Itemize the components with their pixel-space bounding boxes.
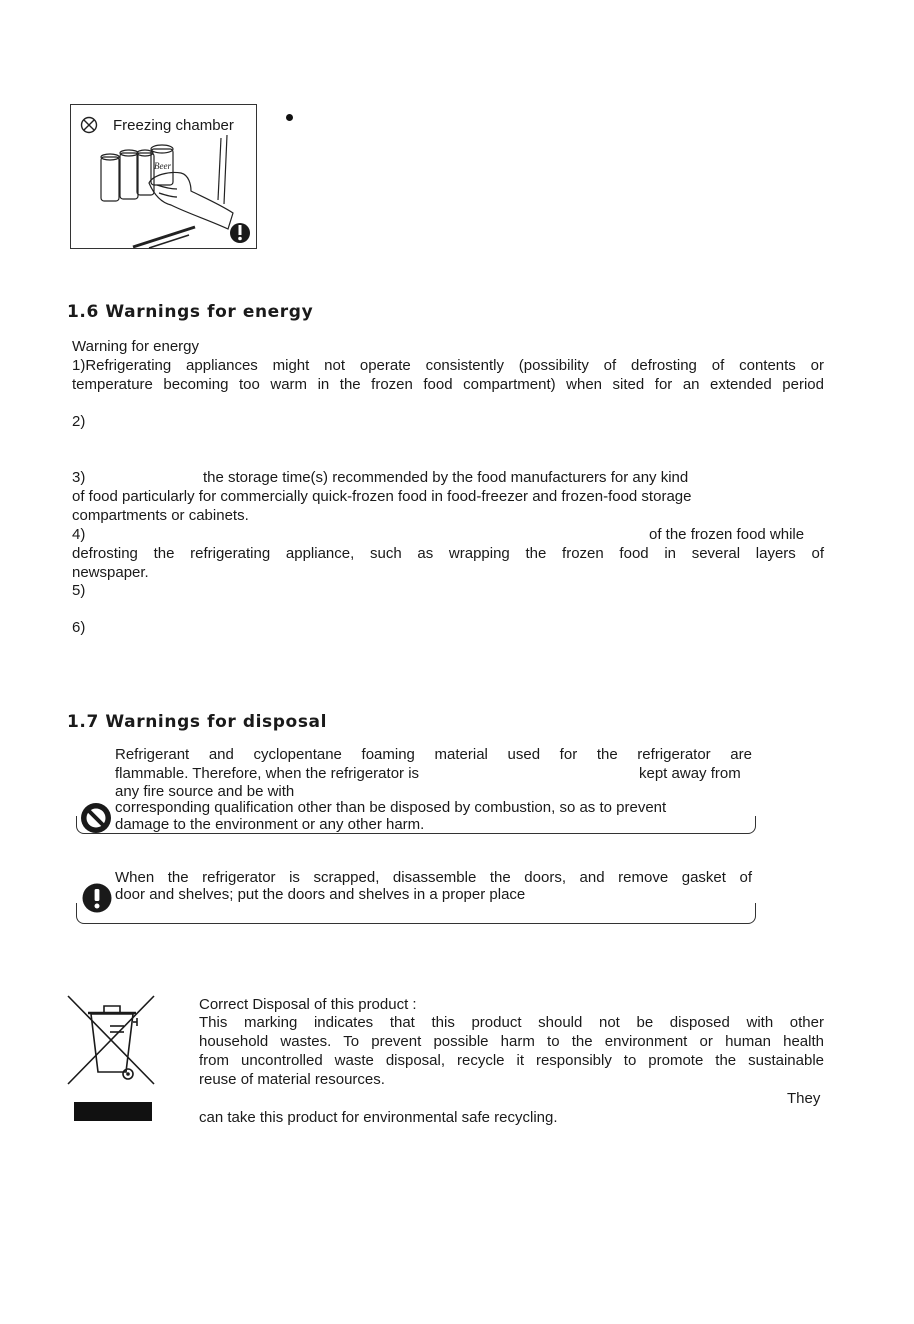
weee-line4: reuse of material resources. <box>199 1071 385 1088</box>
energy-item3-number: 3) <box>72 469 86 486</box>
disposal-p1-line2b: kept away from <box>639 765 741 782</box>
energy-item3-line3: compartments or cabinets. <box>72 507 249 524</box>
weee-line6: can take this product for environmental safe recycling. <box>199 1109 558 1126</box>
disposal-p1-line3: any fire source and be with <box>115 783 295 800</box>
weee-line1: This marking indicates that this product should not be disposed with other <box>199 1014 824 1031</box>
energy-item4-line3: newspaper. <box>72 564 149 581</box>
energy-item4-number: 4) <box>72 526 86 543</box>
weee-title: Correct Disposal of this product : <box>199 996 417 1013</box>
disposal-p1-line2a: flammable. Therefore, when the refrigerator is <box>115 765 420 782</box>
energy-heading: 1.6 Warnings for energy <box>67 302 314 322</box>
freezing-chamber-illustration <box>70 104 257 249</box>
disposal-p1-bracket <box>76 816 756 834</box>
energy-intro: Warning for energy <box>72 338 200 355</box>
disposal-p1-line1: Refrigerant and cyclopentane foaming material used for the refrigerator are <box>115 746 752 763</box>
disposal-p1-line5: damage to the environment or any other harm. <box>115 816 425 833</box>
disposal-p1-line4: corresponding qualification other than be disposed by combustion, so as to prevent <box>115 799 667 816</box>
weee-line5: They <box>787 1090 821 1107</box>
energy-item3-line1: the storage time(s) recommended by the food manufacturers for any kind <box>203 469 689 486</box>
illustration-label: Freezing chamber <box>113 117 234 134</box>
energy-item1-line2: temperature becoming too warm in the frozen food compartment) when sited for an extended period <box>72 376 824 393</box>
energy-item4-line1: of the frozen food while <box>649 526 805 543</box>
energy-item1-line1: 1)Refrigerating appliances might not operate consistently (possibility of defrosting of contents or <box>72 357 824 374</box>
weee-black-bar <box>74 1102 152 1121</box>
disposal-p2-line2: door and shelves; put the doors and shelves in a proper place <box>115 886 526 903</box>
disposal-p2-bracket <box>76 903 756 924</box>
weee-line2: household wastes. To prevent possible harm to the environment or human health <box>199 1033 824 1050</box>
energy-item4-line2: defrosting the refrigerating appliance, such as wrapping the frozen food in several layers of <box>72 545 824 562</box>
crossed-out-bin-icon <box>66 994 158 1088</box>
hand-bottles-drawing <box>71 105 258 250</box>
disposal-p2-line1: When the refrigerator is scrapped, disassemble the doors, and remove gasket of <box>115 869 752 886</box>
beer-label: Beer <box>154 161 171 171</box>
energy-item5: 5) <box>72 582 86 599</box>
energy-item3-line2: of food particularly for commercially quick-frozen food in food-freezer and frozen-food storage <box>72 488 692 505</box>
energy-item2: 2) <box>72 413 86 430</box>
weee-line3: from uncontrolled waste disposal, recycle it responsibly to promote the sustainable <box>199 1052 824 1069</box>
bullet-dot <box>286 114 293 121</box>
disposal-heading: 1.7 Warnings for disposal <box>67 712 328 732</box>
energy-item6: 6) <box>72 619 86 636</box>
